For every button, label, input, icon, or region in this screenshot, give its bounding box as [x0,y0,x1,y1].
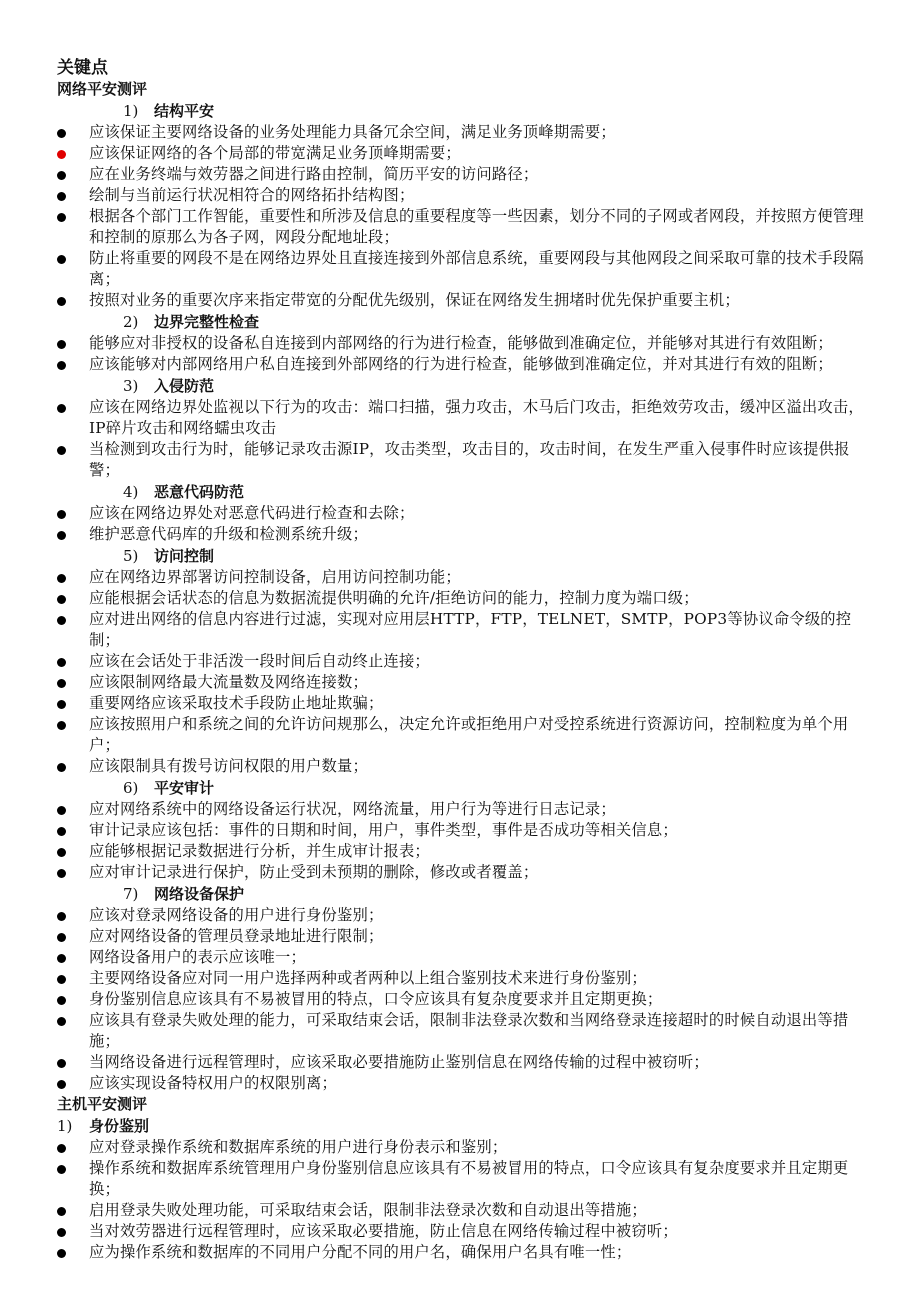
subsection-heading [57,311,872,333]
bullet-icon [57,679,66,688]
list-item-text: 应该限制网络最大流量数及网络连接数； [89,673,368,691]
list-item [57,672,872,693]
list-item [57,1010,872,1052]
list-item [57,756,872,777]
bullet-icon [57,806,66,815]
bullet-icon [57,340,66,349]
subsection-heading [57,545,872,567]
list-item [57,290,872,311]
bullet-icon [57,1228,66,1237]
list-item-text: 应为操作系统和数据库的不同用户分配不同的用户名，确保用户名具有唯一性； [89,1243,632,1261]
list-item [57,989,872,1010]
list-item [57,143,872,164]
subsection-number: 1) [57,1117,73,1135]
bullet-icon [57,531,66,540]
bullet-icon [57,975,66,984]
list-item-text: 应对审计记录进行保护，防止受到未预期的删除，修改或者覆盖； [89,863,539,881]
list-item [57,1242,872,1263]
list-item-text: 应对登录操作系统和数据库系统的用户进行身份表示和鉴别； [89,1138,508,1156]
list-item-text: 防止将重要的网段不是在网络边界处且直接连接到外部信息系统，重要网段与其他网段之间采取可靠的技术手段隔离； [89,249,864,288]
subsection-number: 2) [123,313,139,331]
list-item [57,503,872,524]
list-item [57,947,872,968]
list-item [57,1200,872,1221]
subsection-heading [57,1115,872,1137]
list-item [57,354,872,375]
bullet-icon [57,297,66,306]
subsection-number: 5) [123,547,139,565]
list-item-text: 重要网络应该采取技术手段防止地址欺骗； [89,694,384,712]
list-item [57,1158,872,1200]
subsection-number: 1) [123,102,139,120]
list-item-text: 应对进出网络的信息内容进行过滤，实现对应用层HTTP，FTP，TELNET，SMTP，POP3等协议命令级的控制； [89,610,852,649]
list-item-text: 主要网络设备应对同一用户选择两种或者两种以上组合鉴别技术来进行身份鉴别； [89,969,647,987]
subsection-number: 7) [123,885,139,903]
list-item-text: 应能根据会话状态的信息为数据流提供明确的允许/拒绝访问的能力，控制力度为端口级； [89,589,699,607]
list-item [57,185,872,206]
bullet-icon [57,1144,66,1153]
bullet-icon [57,171,66,180]
list-item-text: 应该按照用户和系统之间的允许访问规那么，决定允许或拒绝用户对受控系统进行资源访问，控制粒度为单个用户； [89,715,849,754]
list-item [57,439,872,481]
list-item-text: 当网络设备进行远程管理时，应该采取必要措施防止鉴别信息在网络传输的过程中被窃听； [89,1053,709,1071]
bullet-icon [57,446,66,455]
bullet-icon [57,763,66,772]
list-item-text: 应在网络边界部署访问控制设备，启用访问控制功能； [89,568,461,586]
list-item-text: 应能够根据记录数据进行分析，并生成审计报表； [89,842,430,860]
list-item [57,164,872,185]
subsection-label: 入侵防范 [154,377,215,395]
list-item-text: 应该在网络边界处对恶意代码进行检查和去除； [89,504,415,522]
list-item [57,968,872,989]
list-item-text: 维护恶意代码库的升级和检测系统升级； [89,525,368,543]
list-item [57,609,872,651]
bullet-icon [57,848,66,857]
bullet-icon [57,404,66,413]
bullet-icon [57,700,66,709]
subsection-heading [57,100,872,122]
list-item-text: 按照对业务的重要次序来指定带宽的分配优先级别，保证在网络发生拥堵时优先保护重要主机； [89,291,740,309]
subsection-number: 6) [123,779,139,797]
subsection-label: 网络设备保护 [154,885,245,903]
list-item [57,567,872,588]
bullet-icon [57,255,66,264]
list-item [57,841,872,862]
list-item [57,905,872,926]
bullet-icon [57,1059,66,1068]
bullet-icon [57,658,66,667]
list-item-text: 网络设备用户的表示应该唯一； [89,948,306,966]
bullet-icon [57,1207,66,1216]
list-item [57,397,872,439]
section-heading: 网络平安测评 [57,80,148,98]
list-item [57,820,872,841]
list-item [57,1073,872,1094]
list-item [57,122,872,143]
list-item [57,248,872,290]
bullet-icon [57,192,66,201]
section-heading: 主机平安测评 [57,1095,148,1113]
list-item-text: 能够应对非授权的设备私自连接到内部网络的行为进行检查，能够做到准确定位，并能够对其进行有效阻断； [89,334,833,352]
subsection-label: 访问控制 [154,547,215,565]
bullet-icon [57,1165,66,1174]
subsection-number: 4) [123,483,139,501]
list-item-text: 应该限制具有拨号访问权限的用户数量； [89,757,368,775]
document [57,57,872,1263]
bullet-icon [57,213,66,222]
subsection-label: 恶意代码防范 [154,483,245,501]
list-item [57,333,872,354]
bullet-icon [57,150,66,159]
list-item [57,926,872,947]
list-item-text: 当检测到攻击行为时，能够记录攻击源IP，攻击类型，攻击目的，攻击时间，在发生严重入侵事件时应该提供报警； [89,440,850,479]
bullet-icon [57,933,66,942]
bullet-icon [57,1080,66,1089]
subsection-heading [57,777,872,799]
list-item [57,206,872,248]
bullet-icon [57,954,66,963]
list-item-text: 应该在网络边界处监视以下行为的攻击：端口扫描，强力攻击，木马后门攻击，拒绝效劳攻击，缓冲区溢出攻击，IP碎片攻击和网络蠕虫攻击 [89,398,864,437]
subsection-label: 平安审计 [154,779,215,797]
document-title: 关键点 [57,58,108,78]
bullet-icon [57,595,66,604]
list-item [57,714,872,756]
list-item-text: 根据各个部门工作智能，重要性和所涉及信息的重要程度等一些因素，划分不同的子网或者网段，并按照方便管理和控制的原那么为各子网，网段分配地址段； [89,207,864,246]
bullet-icon [57,361,66,370]
list-item-text: 应该对登录网络设备的用户进行身份鉴别； [89,906,384,924]
list-item [57,862,872,883]
list-item [57,799,872,820]
subsection-label: 结构平安 [154,102,215,120]
subsection-label: 身份鉴别 [89,1117,150,1135]
list-item-text: 启用登录失败处理功能，可采取结束会话，限制非法登录次数和自动退出等措施； [89,1201,647,1219]
bullet-icon [57,1249,66,1258]
list-item-text: 应在业务终端与效劳器之间进行路由控制，简历平安的访问路径； [89,165,539,183]
subsection-heading [57,883,872,905]
bullet-icon [57,996,66,1005]
list-item-text: 应该保证网络的各个局部的带宽满足业务顶峰期需要； [89,144,461,162]
list-item-text: 应该具有登录失败处理的能力，可采取结束会话，限制非法登录次数和当网络登录连接超时的时候自动退出等措施； [89,1011,849,1050]
bullet-icon [57,616,66,625]
list-item-text: 绘制与当前运行状况相符合的网络拓扑结构图； [89,186,415,204]
list-item [57,693,872,714]
list-item-text: 应对网络设备的管理员登录地址进行限制； [89,927,384,945]
list-item-text: 操作系统和数据库系统管理用户身份鉴别信息应该具有不易被冒用的特点，口令应该具有复杂度要求并且定期更换； [89,1159,849,1198]
bullet-icon [57,827,66,836]
bullet-icon [57,869,66,878]
list-item-text: 应对网络系统中的网络设备运行状况，网络流量，用户行为等进行日志记录； [89,800,616,818]
bullet-icon [57,129,66,138]
list-item-text: 当对效劳器进行远程管理时，应该采取必要措施，防止信息在网络传输过程中被窃听； [89,1222,678,1240]
bullet-icon [57,721,66,730]
list-item [57,1052,872,1073]
bullet-icon [57,1017,66,1026]
list-item [57,1137,872,1158]
list-item-text: 应该实现设备特权用户的权限别离； [89,1074,337,1092]
list-item [57,524,872,545]
bullet-icon [57,574,66,583]
list-item-text: 应该保证主要网络设备的业务处理能力具备冗余空间，满足业务顶峰期需要； [89,123,616,141]
list-item [57,588,872,609]
list-item-text: 应该在会话处于非活泼一段时间后自动终止连接； [89,652,430,670]
list-item [57,651,872,672]
list-item-text: 应该能够对内部网络用户私自连接到外部网络的行为进行检查，能够做到准确定位，并对其进行有效的阻断； [89,355,833,373]
bullet-icon [57,510,66,519]
subsection-heading [57,481,872,503]
list-item-text: 身份鉴别信息应该具有不易被冒用的特点，口令应该具有复杂度要求并且定期更换； [89,990,663,1008]
list-item-text: 审计记录应该包括：事件的日期和时间，用户，事件类型，事件是否成功等相关信息； [89,821,678,839]
subsection-heading [57,375,872,397]
bullet-icon [57,912,66,921]
subsection-number: 3) [123,377,139,395]
subsection-label: 边界完整性检查 [154,313,260,331]
list-item [57,1221,872,1242]
